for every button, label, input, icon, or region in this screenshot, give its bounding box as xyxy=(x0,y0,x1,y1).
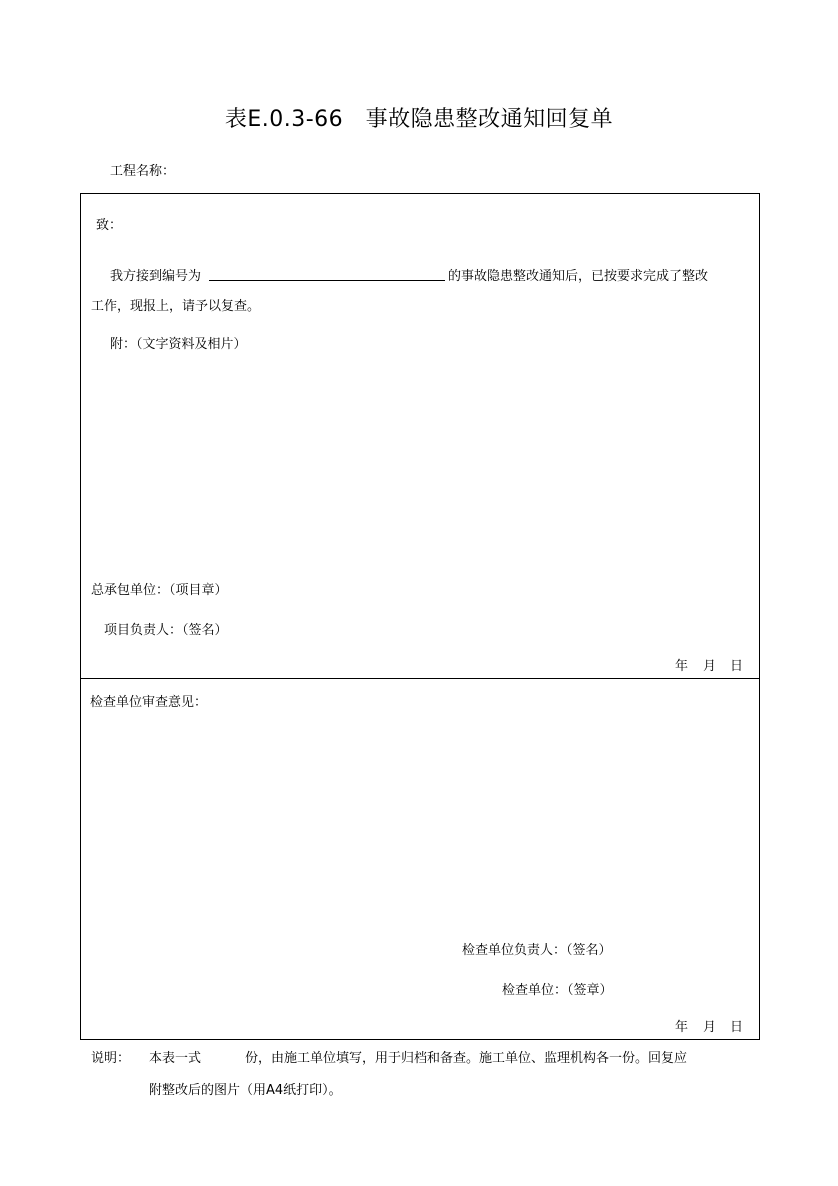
inspection-unit-label: 检查单位：（签章） xyxy=(502,983,613,998)
page-title: 表E.0.3-66 事故隐患整改通知回复单 xyxy=(224,107,614,132)
body-line2: 工作，现报上，请予以复查。 xyxy=(91,299,261,314)
contractor-label: 总承包单位：（项目章） xyxy=(91,583,228,598)
notice-number-field[interactable] xyxy=(209,280,445,281)
manager-label: 项目负责人：（签名） xyxy=(104,623,228,638)
body-line1-after: 的事故隐患整改通知后，已按要求完成了整改 xyxy=(448,269,709,284)
project-name-label: 工程名称： xyxy=(110,164,176,179)
opinion-label: 检查单位审查意见： xyxy=(90,695,208,710)
date-month-label: 月 xyxy=(703,1020,717,1035)
to-label: 致： xyxy=(96,218,123,233)
notes-line2: 附整改后的图片（用A4纸打印）。 xyxy=(149,1083,342,1098)
date-year-label: 年 xyxy=(675,1020,689,1035)
date-year-label: 年 xyxy=(675,659,689,674)
notes-line1-b: 份，由施工单位填写，用于归档和备查。施工单位、监理机构各一份。回复应 xyxy=(245,1051,688,1066)
date-month-label: 月 xyxy=(703,659,717,674)
date-day-label: 日 xyxy=(730,1020,744,1035)
date-day-label: 日 xyxy=(730,659,744,674)
notes-line1-a: 本表一式 xyxy=(149,1051,202,1066)
body-line1-before: 我方接到编号为 xyxy=(110,269,202,284)
notes-label: 说明： xyxy=(91,1051,131,1066)
attachment-label: 附：（文字资料及相片） xyxy=(110,337,247,352)
section-divider xyxy=(80,678,760,679)
form-table xyxy=(80,193,760,1040)
inspector-label: 检查单位负责人：（签名） xyxy=(462,943,612,958)
